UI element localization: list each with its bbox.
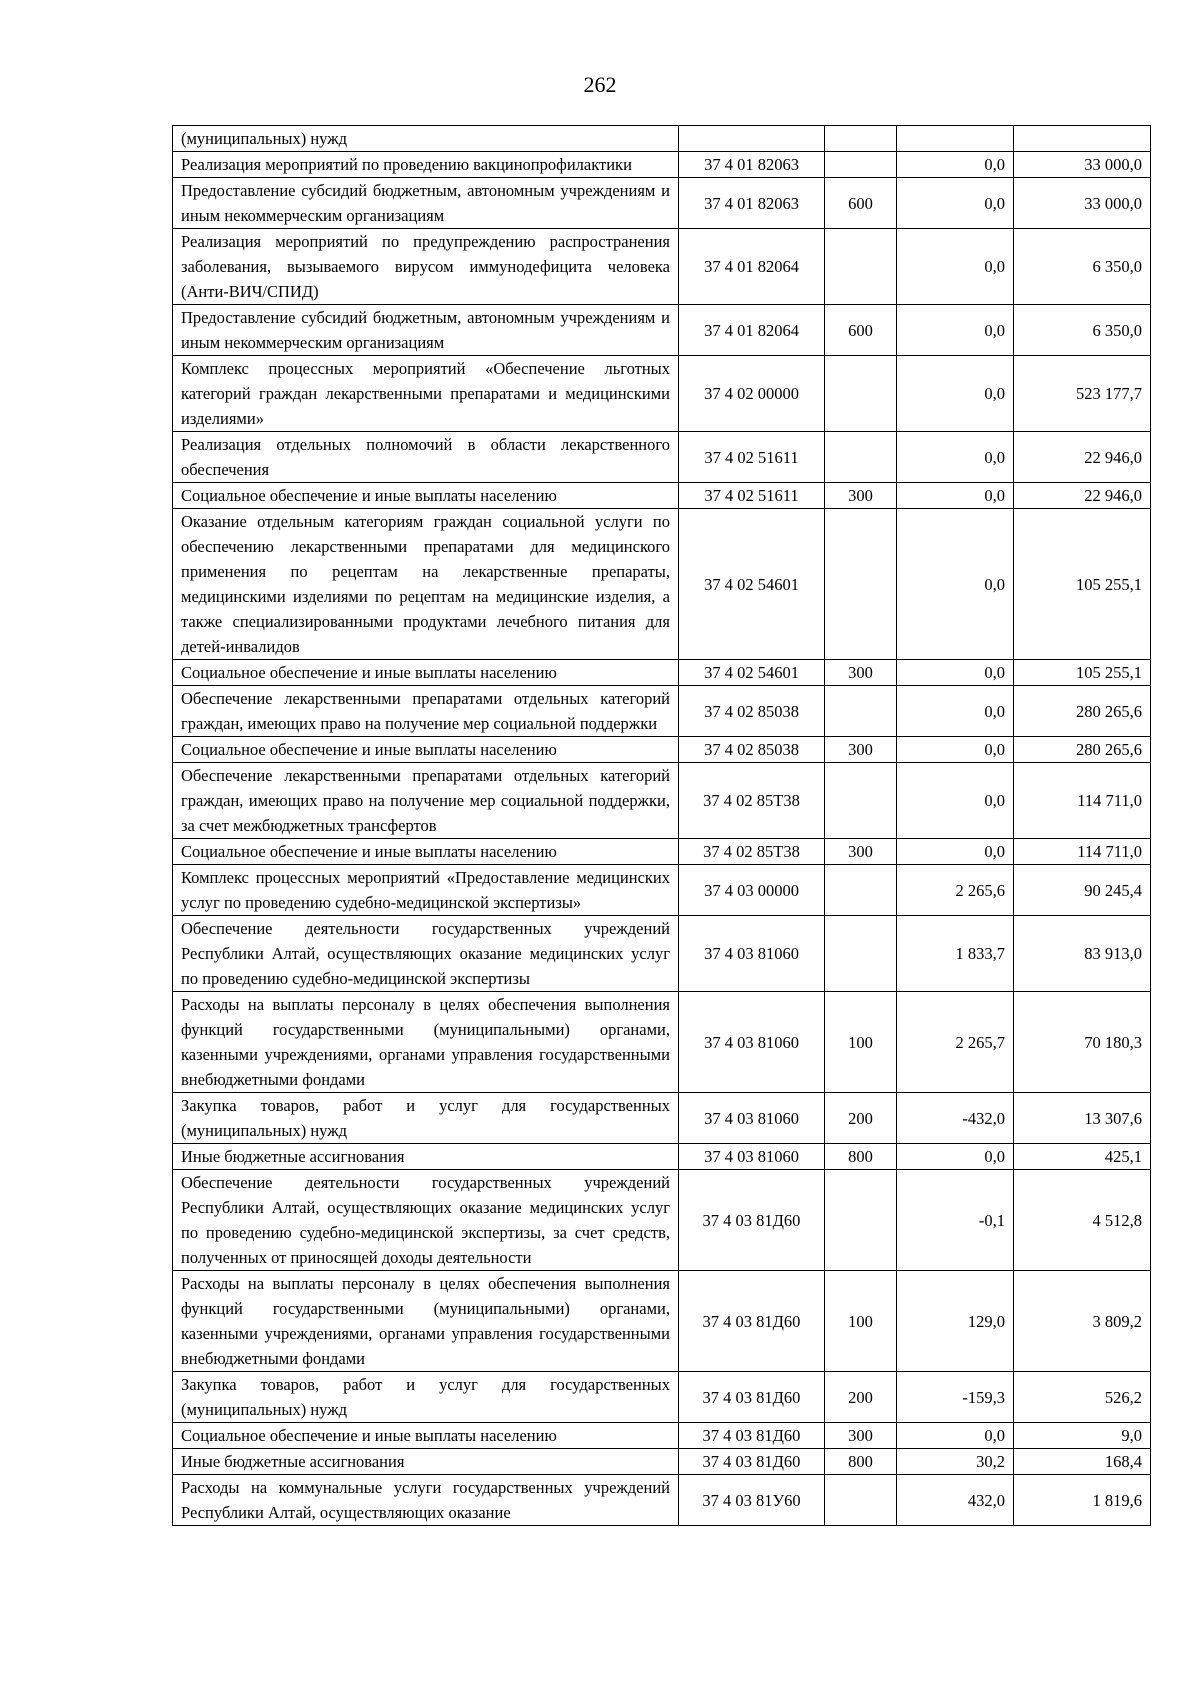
row-target-code: 37 4 01 82064 <box>679 305 825 356</box>
row-change-amount: 0,0 <box>897 839 1014 865</box>
row-target-code: 37 4 02 85038 <box>679 686 825 737</box>
row-target-code: 37 4 03 81060 <box>679 992 825 1093</box>
table-row <box>173 916 1151 992</box>
row-description: Оказание отдельным категориям граждан социальной услуги по обеспечению лекарственными препаратами для медицинского применения по рецептам на лекарственные препараты, медицинскими изделиями по рецептам на медицинские изделия, а также специализированными продуктами лечебного питания для детей-инвалидов <box>173 509 679 660</box>
table-row <box>173 1144 1151 1170</box>
row-expense-type <box>825 916 897 992</box>
row-description: Закупка товаров, работ и услуг для государственных (муниципальных) нужд <box>173 1093 679 1144</box>
row-change-amount: 2 265,6 <box>897 865 1014 916</box>
row-total-amount: 526,2 <box>1014 1372 1151 1423</box>
table-row <box>173 763 1151 839</box>
table-row <box>173 1372 1151 1423</box>
row-total-amount: 33 000,0 <box>1014 152 1151 178</box>
row-description: Обеспечение деятельности государственных учреждений Республики Алтай, осуществляющих оказание медицинских услуг по проведению судебно-медицинской экспертизы, за счет средств, полученных от приносящей доходы деятельности <box>173 1170 679 1271</box>
row-expense-type: 300 <box>825 660 897 686</box>
row-total-amount: 3 809,2 <box>1014 1271 1151 1372</box>
table-row <box>173 305 1151 356</box>
row-total-amount: 523 177,7 <box>1014 356 1151 432</box>
row-change-amount: 0,0 <box>897 1144 1014 1170</box>
table-row <box>173 432 1151 483</box>
row-description: Расходы на выплаты персоналу в целях обеспечения выполнения функций государственными (муниципальными) органами, казенными учреждениями, органами управления государственными внебюджетными фондами <box>173 1271 679 1372</box>
row-total-amount: 105 255,1 <box>1014 660 1151 686</box>
row-change-amount: 0,0 <box>897 356 1014 432</box>
table-row <box>173 1475 1151 1526</box>
row-change-amount: 2 265,7 <box>897 992 1014 1093</box>
row-description: (муниципальных) нужд <box>173 126 679 152</box>
row-total-amount: 280 265,6 <box>1014 686 1151 737</box>
row-expense-type <box>825 865 897 916</box>
row-expense-type: 600 <box>825 178 897 229</box>
table-row <box>173 178 1151 229</box>
budget-table-body <box>173 126 1151 1526</box>
row-total-amount: 13 307,6 <box>1014 1093 1151 1144</box>
row-change-amount: 0,0 <box>897 229 1014 305</box>
page-number: 262 <box>583 72 617 97</box>
row-expense-type <box>825 152 897 178</box>
row-description: Обеспечение лекарственными препаратами отдельных категорий граждан, имеющих право на получение мер социальной поддержки, за счет межбюджетных трансфертов <box>173 763 679 839</box>
row-description: Расходы на выплаты персоналу в целях обеспечения выполнения функций государственными (муниципальными) органами, казенными учреждениями, органами управления государственными внебюджетными фондами <box>173 992 679 1093</box>
row-description: Социальное обеспечение и иные выплаты населению <box>173 1423 679 1449</box>
row-change-amount: 0,0 <box>897 178 1014 229</box>
row-target-code: 37 4 03 00000 <box>679 865 825 916</box>
table-row <box>173 1093 1151 1144</box>
row-change-amount: 0,0 <box>897 483 1014 509</box>
row-description: Закупка товаров, работ и услуг для государственных (муниципальных) нужд <box>173 1372 679 1423</box>
row-description: Обеспечение лекарственными препаратами отдельных категорий граждан, имеющих право на получение мер социальной поддержки <box>173 686 679 737</box>
row-change-amount: 129,0 <box>897 1271 1014 1372</box>
row-change-amount: 0,0 <box>897 432 1014 483</box>
row-total-amount: 105 255,1 <box>1014 509 1151 660</box>
row-description: Реализация мероприятий по предупреждению распространения заболевания, вызываемого вирусом иммунодефицита человека (Анти-ВИЧ/СПИД) <box>173 229 679 305</box>
row-expense-type <box>825 229 897 305</box>
row-target-code: 37 4 01 82063 <box>679 152 825 178</box>
table-row <box>173 126 1151 152</box>
row-change-amount: -0,1 <box>897 1170 1014 1271</box>
row-change-amount: 0,0 <box>897 305 1014 356</box>
row-target-code: 37 4 03 81Д60 <box>679 1423 825 1449</box>
table-row <box>173 1271 1151 1372</box>
table-row <box>173 356 1151 432</box>
table-row <box>173 992 1151 1093</box>
row-expense-type: 200 <box>825 1372 897 1423</box>
row-total-amount: 6 350,0 <box>1014 305 1151 356</box>
row-target-code: 37 4 02 54601 <box>679 660 825 686</box>
table-row <box>173 509 1151 660</box>
row-target-code: 37 4 03 81Д60 <box>679 1271 825 1372</box>
row-change-amount: 432,0 <box>897 1475 1014 1526</box>
row-expense-type: 100 <box>825 992 897 1093</box>
row-change-amount: 0,0 <box>897 686 1014 737</box>
row-expense-type <box>825 356 897 432</box>
row-total-amount: 83 913,0 <box>1014 916 1151 992</box>
row-expense-type: 200 <box>825 1093 897 1144</box>
row-description: Расходы на коммунальные услуги государственных учреждений Республики Алтай, осуществляющих оказание <box>173 1475 679 1526</box>
row-description: Социальное обеспечение и иные выплаты населению <box>173 660 679 686</box>
table-row <box>173 660 1151 686</box>
row-description: Социальное обеспечение и иные выплаты населению <box>173 839 679 865</box>
row-description: Иные бюджетные ассигнования <box>173 1449 679 1475</box>
row-target-code: 37 4 01 82064 <box>679 229 825 305</box>
row-target-code: 37 4 02 00000 <box>679 356 825 432</box>
row-expense-type: 300 <box>825 839 897 865</box>
row-change-amount: -432,0 <box>897 1093 1014 1144</box>
row-expense-type <box>825 686 897 737</box>
row-total-amount: 90 245,4 <box>1014 865 1151 916</box>
row-target-code <box>679 126 825 152</box>
row-target-code: 37 4 03 81Д60 <box>679 1449 825 1475</box>
row-description: Комплекс процессных мероприятий «Предоставление медицинских услуг по проведению судебно-медицинской экспертизы» <box>173 865 679 916</box>
row-change-amount: 0,0 <box>897 509 1014 660</box>
table-row <box>173 483 1151 509</box>
row-target-code: 37 4 03 81Д60 <box>679 1372 825 1423</box>
row-target-code: 37 4 02 51611 <box>679 483 825 509</box>
row-total-amount: 114 711,0 <box>1014 763 1151 839</box>
row-target-code: 37 4 03 81060 <box>679 1093 825 1144</box>
row-expense-type <box>825 1475 897 1526</box>
table-row <box>173 865 1151 916</box>
row-target-code: 37 4 03 81У60 <box>679 1475 825 1526</box>
row-description: Комплекс процессных мероприятий «Обеспечение льготных категорий граждан лекарственными препаратами и медицинскими изделиями» <box>173 356 679 432</box>
row-target-code: 37 4 03 81060 <box>679 916 825 992</box>
row-target-code: 37 4 02 85Т38 <box>679 839 825 865</box>
row-change-amount: 0,0 <box>897 763 1014 839</box>
row-target-code: 37 4 02 85Т38 <box>679 763 825 839</box>
row-total-amount: 114 711,0 <box>1014 839 1151 865</box>
row-expense-type: 800 <box>825 1449 897 1475</box>
row-expense-type <box>825 763 897 839</box>
row-change-amount: 1 833,7 <box>897 916 1014 992</box>
row-change-amount <box>897 126 1014 152</box>
row-total-amount: 22 946,0 <box>1014 432 1151 483</box>
table-row <box>173 686 1151 737</box>
row-total-amount: 9,0 <box>1014 1423 1151 1449</box>
row-total-amount: 33 000,0 <box>1014 178 1151 229</box>
row-change-amount: 30,2 <box>897 1449 1014 1475</box>
row-description: Иные бюджетные ассигнования <box>173 1144 679 1170</box>
row-total-amount: 425,1 <box>1014 1144 1151 1170</box>
row-total-amount: 168,4 <box>1014 1449 1151 1475</box>
row-description: Обеспечение деятельности государственных учреждений Республики Алтай, осуществляющих оказание медицинских услуг по проведению судебно-медицинской экспертизы <box>173 916 679 992</box>
table-row <box>173 737 1151 763</box>
row-change-amount: 0,0 <box>897 1423 1014 1449</box>
row-target-code: 37 4 01 82063 <box>679 178 825 229</box>
row-total-amount: 22 946,0 <box>1014 483 1151 509</box>
row-change-amount: 0,0 <box>897 737 1014 763</box>
row-total-amount: 4 512,8 <box>1014 1170 1151 1271</box>
row-description: Предоставление субсидий бюджетным, автономным учреждениям и иным некоммерческим организациям <box>173 178 679 229</box>
table-row <box>173 1423 1151 1449</box>
table-row <box>173 839 1151 865</box>
table-row <box>173 1449 1151 1475</box>
row-target-code: 37 4 03 81Д60 <box>679 1170 825 1271</box>
row-description: Предоставление субсидий бюджетным, автономным учреждениям и иным некоммерческим организациям <box>173 305 679 356</box>
row-description: Реализация отдельных полномочий в области лекарственного обеспечения <box>173 432 679 483</box>
row-expense-type <box>825 126 897 152</box>
table-row <box>173 1170 1151 1271</box>
row-expense-type: 600 <box>825 305 897 356</box>
row-total-amount: 1 819,6 <box>1014 1475 1151 1526</box>
row-expense-type: 800 <box>825 1144 897 1170</box>
row-description: Социальное обеспечение и иные выплаты населению <box>173 483 679 509</box>
row-target-code: 37 4 02 85038 <box>679 737 825 763</box>
row-expense-type: 300 <box>825 737 897 763</box>
row-change-amount: -159,3 <box>897 1372 1014 1423</box>
row-expense-type <box>825 509 897 660</box>
row-description: Социальное обеспечение и иные выплаты населению <box>173 737 679 763</box>
row-expense-type: 100 <box>825 1271 897 1372</box>
row-total-amount: 70 180,3 <box>1014 992 1151 1093</box>
row-expense-type <box>825 432 897 483</box>
table-row <box>173 229 1151 305</box>
row-target-code: 37 4 02 54601 <box>679 509 825 660</box>
row-target-code: 37 4 03 81060 <box>679 1144 825 1170</box>
row-total-amount: 280 265,6 <box>1014 737 1151 763</box>
row-change-amount: 0,0 <box>897 152 1014 178</box>
row-change-amount: 0,0 <box>897 660 1014 686</box>
row-expense-type: 300 <box>825 1423 897 1449</box>
row-total-amount: 6 350,0 <box>1014 229 1151 305</box>
row-description: Реализация мероприятий по проведению вакцинопрофилактики <box>173 152 679 178</box>
row-target-code: 37 4 02 51611 <box>679 432 825 483</box>
budget-table <box>172 125 1151 1526</box>
row-total-amount <box>1014 126 1151 152</box>
row-expense-type <box>825 1170 897 1271</box>
row-expense-type: 300 <box>825 483 897 509</box>
table-row <box>173 152 1151 178</box>
